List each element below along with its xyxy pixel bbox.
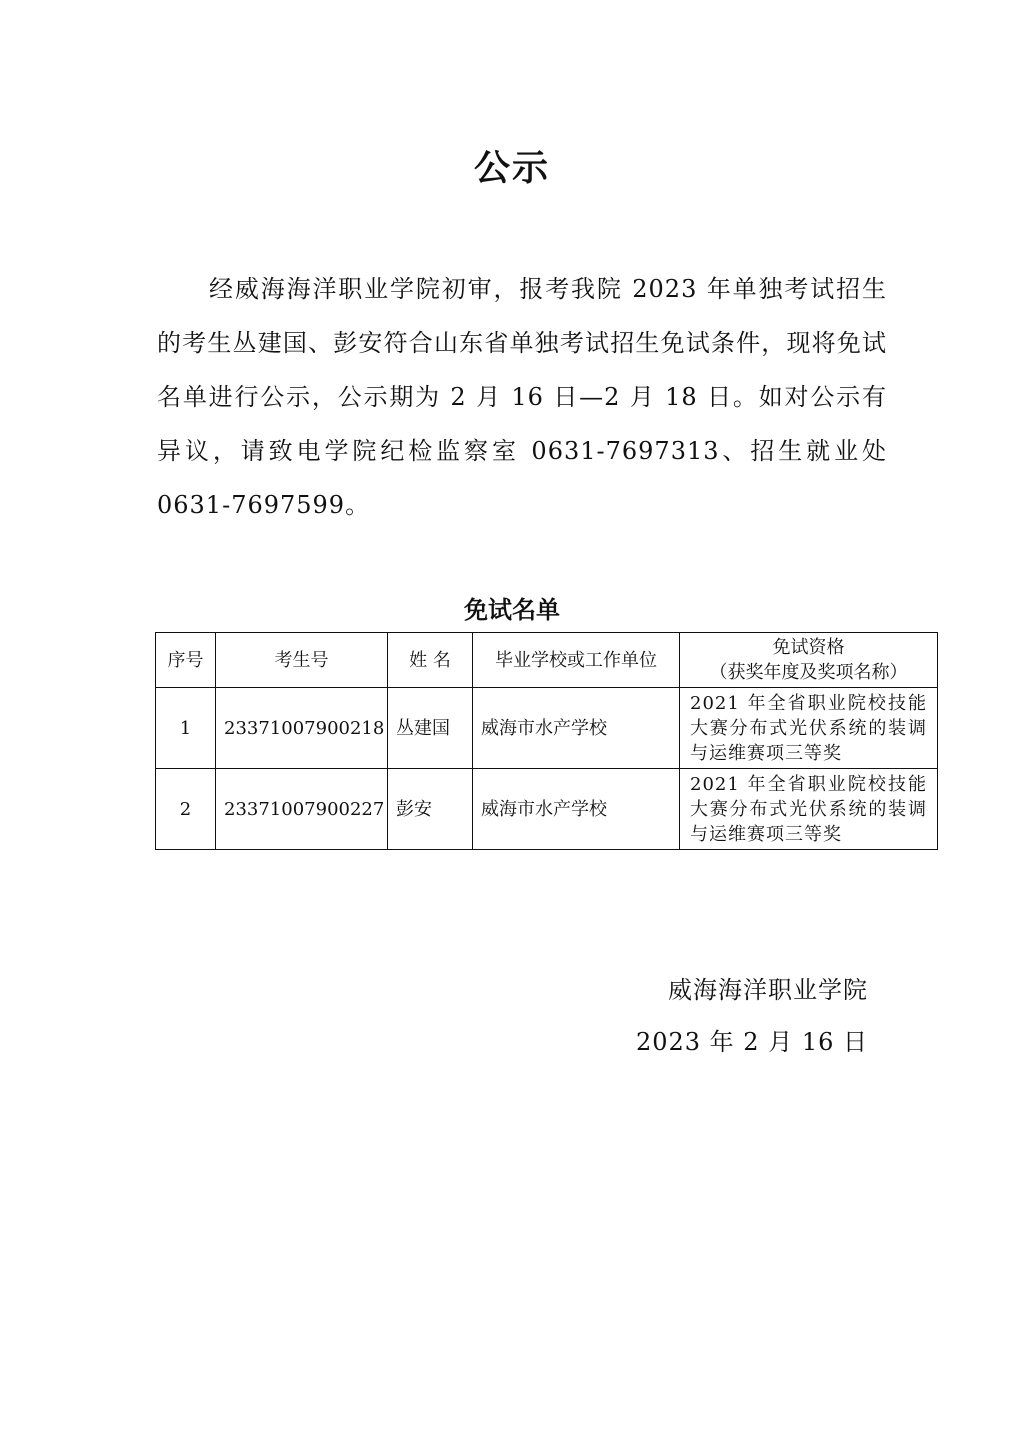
cell-seq: 2 <box>156 769 216 850</box>
exempt-list-table <box>155 632 938 850</box>
notice-title: 公示 <box>473 148 550 189</box>
cell-seq: 1 <box>156 688 216 769</box>
signature-org: 威海海洋职业学院 <box>668 976 868 1004</box>
header-exam-no: 考生号 <box>216 633 388 688</box>
table-row <box>156 769 938 850</box>
cell-award: 2021 年全省职业院校技能大赛分布式光伏系统的装调与运维赛项三等奖 <box>680 769 938 850</box>
cell-exam-no: 23371007900227 <box>216 769 388 850</box>
header-seq: 序号 <box>156 633 216 688</box>
header-name: 姓 名 <box>388 633 473 688</box>
cell-name: 彭安 <box>388 769 473 850</box>
cell-name: 丛建国 <box>388 688 473 769</box>
table-header-row <box>156 633 938 688</box>
header-qualification-title: 免试资格 <box>772 637 845 658</box>
signature-block <box>600 964 868 1068</box>
notice-paragraph: 经威海海洋职业学院初审，报考我院 2023 年单独考试招生的考生丛建国、彭安符合山东省单独考试招生免试条件，现将免试名单进行公示，公示期为 2 月 16 日—2 月 18 日。如对公示有异议，请致电学院纪检监察室 0631-7697313、招生就业处 0631-7697599。 <box>157 275 887 519</box>
cell-school: 威海市水产学校 <box>473 769 680 850</box>
cell-award: 2021 年全省职业院校技能大赛分布式光伏系统的装调与运维赛项三等奖 <box>680 688 938 769</box>
header-school: 毕业学校或工作单位 <box>473 633 680 688</box>
exempt-list-title: 免试名单 <box>464 596 560 624</box>
signature-date: 2023 年 2 月 16 日 <box>635 1028 868 1056</box>
cell-exam-no: 23371007900218 <box>216 688 388 769</box>
header-qualification-subtitle: （获奖年度及奖项名称） <box>709 662 908 683</box>
header-qualification <box>680 633 938 688</box>
notice-body <box>157 262 887 532</box>
table-row <box>156 688 938 769</box>
cell-school: 威海市水产学校 <box>473 688 680 769</box>
